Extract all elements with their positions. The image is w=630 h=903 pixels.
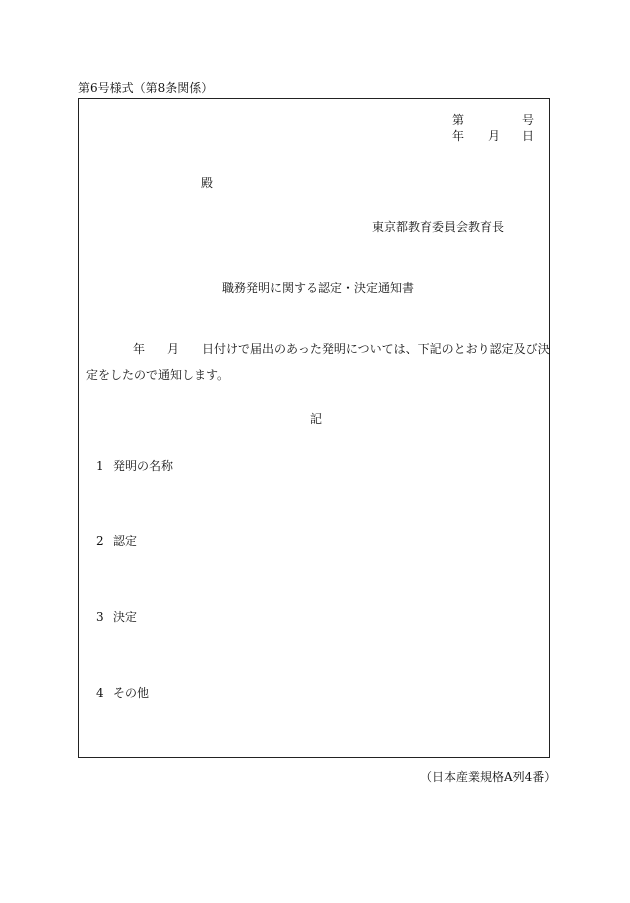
date-month: 月 bbox=[488, 129, 501, 143]
item-2-number: 2 bbox=[96, 534, 104, 548]
item-1-label: 発明の名称 bbox=[113, 459, 174, 473]
ki-heading: 記 bbox=[310, 412, 323, 426]
issuer-name: 東京都教育委員会教育長 bbox=[372, 220, 505, 234]
body-text-line2: 定をしたので通知します。 bbox=[86, 368, 230, 382]
body-text-line1: 日付けで届出のあった発明については、下記のとおり認定及び決 bbox=[202, 342, 550, 356]
form-frame bbox=[78, 98, 550, 758]
number-prefix: 第 bbox=[452, 113, 465, 127]
item-4-number: 4 bbox=[96, 686, 104, 700]
body-year: 年 bbox=[133, 342, 146, 356]
date-year: 年 bbox=[452, 129, 465, 143]
body-month: 月 bbox=[167, 342, 180, 356]
addressee-suffix: 殿 bbox=[201, 176, 214, 190]
date-day: 日 bbox=[522, 129, 535, 143]
item-2-label: 認定 bbox=[113, 534, 138, 548]
item-3-number: 3 bbox=[96, 610, 104, 624]
item-4-label: その他 bbox=[113, 686, 150, 700]
number-suffix: 号 bbox=[522, 113, 535, 127]
item-1-number: 1 bbox=[96, 459, 104, 473]
document-title: 職務発明に関する認定・決定通知書 bbox=[222, 281, 415, 295]
item-3-label: 決定 bbox=[113, 610, 138, 624]
footer-note: （日本産業規格A列4番） bbox=[420, 770, 557, 784]
form-number: 第6号様式（第8条関係） bbox=[78, 81, 214, 95]
